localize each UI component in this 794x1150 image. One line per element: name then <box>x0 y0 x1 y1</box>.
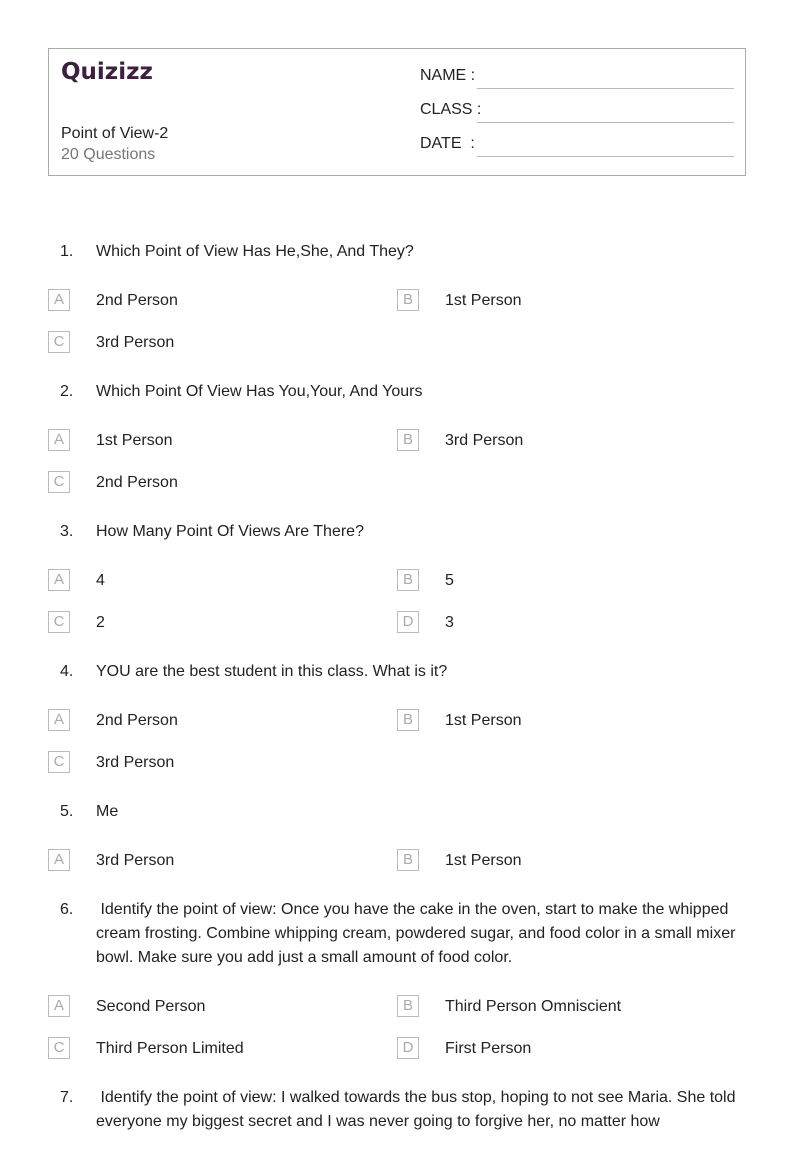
option-text: 1st Person <box>445 292 522 309</box>
option-text: Second Person <box>96 998 206 1015</box>
answer-options <box>0 560 794 644</box>
option-text: 2 <box>96 614 105 631</box>
question-text <box>0 660 794 684</box>
option-letter-box: C <box>48 471 70 493</box>
question-number: 3. <box>60 523 74 540</box>
question-body: How Many Point Of Views Are There? <box>96 523 364 540</box>
option-letter-box: B <box>397 995 419 1017</box>
question-text <box>0 1086 794 1134</box>
option-text: 2nd Person <box>96 712 178 729</box>
question-text <box>0 380 794 404</box>
answer-options <box>0 986 794 1070</box>
question-text <box>0 898 794 970</box>
option-letter-box: D <box>397 1037 419 1059</box>
option-text: 3rd Person <box>96 852 175 869</box>
option-letter-box: A <box>48 709 70 731</box>
option-letter-box: A <box>48 289 70 311</box>
option-row <box>0 420 794 462</box>
question-number: 4. <box>60 663 74 680</box>
option-row <box>0 700 794 742</box>
option-text: 3rd Person <box>96 334 175 351</box>
name-line <box>477 88 734 89</box>
question-number: 1. <box>60 243 74 260</box>
option-text: 3rd Person <box>445 432 524 449</box>
option-text: 2nd Person <box>96 474 178 491</box>
option-row <box>0 742 794 784</box>
option-text: Third Person Omniscient <box>445 998 622 1015</box>
answer-options <box>0 420 794 504</box>
option-letter-box: C <box>48 751 70 773</box>
option-text: 2nd Person <box>96 292 178 309</box>
option-text: 4 <box>96 572 105 589</box>
option-row <box>0 602 794 644</box>
question-body: Which Point of View Has He,She, And They? <box>96 243 414 260</box>
option-letter-box: B <box>397 289 419 311</box>
question-number: 2. <box>60 383 74 400</box>
option-letter-box: C <box>48 611 70 633</box>
option-letter-box: D <box>397 611 419 633</box>
option-letter-box: B <box>397 429 419 451</box>
option-row <box>0 1028 794 1070</box>
worksheet-title: Point of View-2 <box>61 125 169 142</box>
option-letter-box: B <box>397 709 419 731</box>
option-letter-box: B <box>397 569 419 591</box>
quizizz-logo: Quizizz <box>61 59 153 85</box>
class-line <box>477 122 734 123</box>
question-body: Which Point Of View Has You,Your, And Yours <box>96 383 423 400</box>
option-letter-box: C <box>48 331 70 353</box>
option-letter-box: C <box>48 1037 70 1059</box>
answer-options <box>0 840 794 882</box>
option-text: 5 <box>445 572 454 589</box>
name-label: NAME : <box>420 67 476 84</box>
question-body: YOU are the best student in this class. What is it? <box>96 663 448 680</box>
option-text: First Person <box>445 1040 532 1057</box>
option-text: Third Person Limited <box>96 1040 244 1057</box>
question-text <box>0 520 794 544</box>
option-letter-box: A <box>48 995 70 1017</box>
date-label: DATE : <box>420 135 475 152</box>
option-row <box>0 322 794 364</box>
question-body: Identify the point of view: I walked towards the bus stop, hoping to not see Maria. She told everyone my biggest secret and I was never going to forgive her, no matter how <box>96 1089 740 1130</box>
answer-options <box>0 700 794 784</box>
worksheet-header <box>48 48 746 176</box>
question-number: 5. <box>60 803 74 820</box>
name-field[interactable] <box>420 67 734 91</box>
question-count: 20 Questions <box>61 146 156 163</box>
answer-options <box>0 280 794 364</box>
option-row <box>0 560 794 602</box>
class-label: CLASS : <box>420 101 482 118</box>
question-number: 7. <box>60 1089 74 1106</box>
option-letter-box: A <box>48 569 70 591</box>
date-field[interactable] <box>420 135 734 159</box>
option-letter-box: A <box>48 429 70 451</box>
question-list <box>0 240 794 1150</box>
question-number: 6. <box>60 901 74 918</box>
option-text: 3 <box>445 614 454 631</box>
option-row <box>0 840 794 882</box>
option-text: 1st Person <box>96 432 173 449</box>
option-text: 1st Person <box>445 712 522 729</box>
option-letter-box: B <box>397 849 419 871</box>
date-line <box>477 156 734 157</box>
question-text <box>0 800 794 824</box>
question-body: Identify the point of view: Once you have the cake in the oven, start to make the whipped cream frosting. Combine whipping cream, powdered sugar, and food color in a small mixer bowl. Make sure you add just a small amount of food color. <box>96 901 740 966</box>
option-text: 1st Person <box>445 852 522 869</box>
question-body: Me <box>96 803 119 820</box>
class-field[interactable] <box>420 101 734 125</box>
option-letter-box: A <box>48 849 70 871</box>
option-row <box>0 280 794 322</box>
option-row <box>0 986 794 1028</box>
option-row <box>0 462 794 504</box>
option-text: 3rd Person <box>96 754 175 771</box>
question-text <box>0 240 794 264</box>
